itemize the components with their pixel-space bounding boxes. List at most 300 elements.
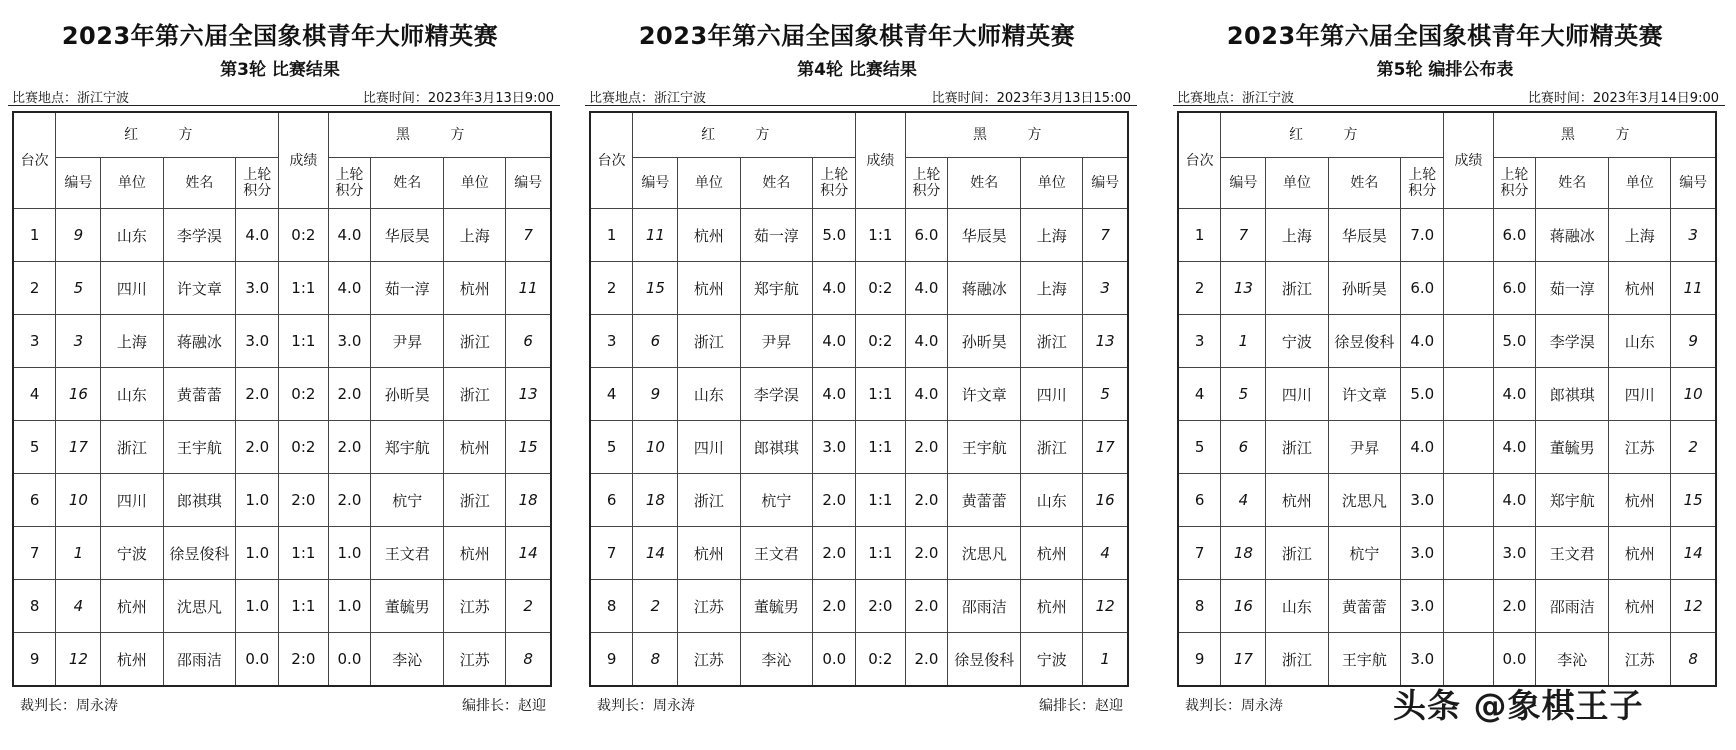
red-player-number: 3 <box>56 315 101 368</box>
red-player-name: 徐昱俊科 <box>163 527 236 580</box>
table-row <box>13 209 551 262</box>
number-column-header: 编号 <box>1083 158 1128 209</box>
red-player-unit: 江苏 <box>678 633 740 687</box>
black-previous-points: 6.0 <box>1493 262 1536 315</box>
black-player-number: 13 <box>506 368 551 421</box>
black-player-unit: 杭州 <box>1609 580 1671 633</box>
black-player-number: 3 <box>1083 262 1128 315</box>
board-number: 4 <box>13 368 56 421</box>
black-player-number: 8 <box>506 633 551 687</box>
table-row <box>590 527 1128 580</box>
unit-column-header: 单位 <box>1266 158 1328 209</box>
board-number: 6 <box>1178 474 1221 527</box>
black-side-header: 黑 方 <box>328 112 551 158</box>
red-player-name: 董毓男 <box>740 580 813 633</box>
black-player-name: 董毓男 <box>371 580 444 633</box>
red-player-name: 黄蕾蕾 <box>1328 580 1401 633</box>
black-player-name: 王文君 <box>371 527 444 580</box>
black-previous-points: 2.0 <box>1493 580 1536 633</box>
unit-column-header: 单位 <box>101 158 163 209</box>
red-player-number: 9 <box>633 368 678 421</box>
number-column-header: 编号 <box>1221 158 1266 209</box>
black-player-name: 杭宁 <box>371 474 444 527</box>
black-player-name: 蒋融冰 <box>1536 209 1609 262</box>
black-previous-points: 2.0 <box>905 527 948 580</box>
black-player-unit: 浙江 <box>444 474 506 527</box>
black-player-unit: 上海 <box>1609 209 1671 262</box>
score-column-header: 成绩 <box>856 112 905 209</box>
unit-column-header: 单位 <box>444 158 506 209</box>
header-divider <box>585 105 1137 106</box>
red-player-number: 16 <box>56 368 101 421</box>
red-player-name: 许文章 <box>163 262 236 315</box>
board-number: 7 <box>1178 527 1221 580</box>
board-number: 3 <box>590 315 633 368</box>
red-player-name: 沈思凡 <box>163 580 236 633</box>
red-player-name: 杭宁 <box>1328 527 1401 580</box>
game-result <box>1444 262 1493 315</box>
game-result <box>1444 527 1493 580</box>
game-result: 1:1 <box>279 315 328 368</box>
match-time-label: 比赛时间：2023年3月13日15:00 <box>931 91 1131 106</box>
board-number: 4 <box>1178 368 1221 421</box>
number-column-header: 编号 <box>56 158 101 209</box>
venue-label: 比赛地点：浙江宁波 <box>12 91 130 106</box>
red-player-unit: 山东 <box>101 209 163 262</box>
red-player-name: 杭宁 <box>740 474 813 527</box>
board-number: 8 <box>13 580 56 633</box>
red-previous-points: 1.0 <box>236 527 279 580</box>
red-player-unit: 杭州 <box>678 209 740 262</box>
board-number: 1 <box>13 209 56 262</box>
previous-points-header: 上轮积分 <box>813 158 856 209</box>
number-column-header: 编号 <box>633 158 678 209</box>
red-player-number: 4 <box>1221 474 1266 527</box>
red-player-number: 12 <box>56 633 101 687</box>
red-player-number: 5 <box>1221 368 1266 421</box>
black-previous-points: 4.0 <box>328 262 371 315</box>
table-row <box>1178 527 1716 580</box>
score-column-header: 成绩 <box>279 112 328 209</box>
game-result: 1:1 <box>856 474 905 527</box>
black-player-name: 孙昕昊 <box>371 368 444 421</box>
table-row <box>590 474 1128 527</box>
red-previous-points: 1.0 <box>236 474 279 527</box>
black-player-name: 孙昕昊 <box>948 315 1021 368</box>
sheet-subtitle: 第4轮 比赛结果 <box>797 60 917 80</box>
red-player-number: 1 <box>1221 315 1266 368</box>
black-previous-points: 2.0 <box>328 368 371 421</box>
red-previous-points: 3.0 <box>813 421 856 474</box>
board-number: 6 <box>13 474 56 527</box>
table-row <box>13 368 551 421</box>
black-previous-points: 0.0 <box>328 633 371 687</box>
red-previous-points: 4.0 <box>813 368 856 421</box>
black-player-unit: 杭州 <box>444 262 506 315</box>
black-player-name: 蒋融冰 <box>948 262 1021 315</box>
table-row <box>1178 421 1716 474</box>
red-player-name: 邵雨洁 <box>163 633 236 687</box>
black-player-number: 17 <box>1083 421 1128 474</box>
red-player-number: 8 <box>633 633 678 687</box>
board-number: 7 <box>590 527 633 580</box>
board-number: 2 <box>13 262 56 315</box>
round4-results-sheet <box>577 0 1137 750</box>
table-row <box>1178 474 1716 527</box>
black-previous-points: 4.0 <box>328 209 371 262</box>
red-player-name: 郎祺琪 <box>163 474 236 527</box>
black-player-name: 许文章 <box>948 368 1021 421</box>
black-player-number: 11 <box>1671 262 1716 315</box>
black-player-name: 王宇航 <box>948 421 1021 474</box>
red-player-unit: 四川 <box>1266 368 1328 421</box>
red-player-number: 5 <box>56 262 101 315</box>
red-player-number: 7 <box>1221 209 1266 262</box>
name-column-header: 姓名 <box>1328 158 1401 209</box>
board-number: 8 <box>590 580 633 633</box>
sheet-title: 2023年第六届全国象棋青年大师精英赛 <box>1226 22 1664 50</box>
board-number: 6 <box>590 474 633 527</box>
black-player-name: 邵雨洁 <box>1536 580 1609 633</box>
header-divider <box>8 105 560 106</box>
black-player-number: 18 <box>506 474 551 527</box>
red-previous-points: 3.0 <box>1401 474 1444 527</box>
pairings-table <box>12 111 552 687</box>
red-player-unit: 浙江 <box>678 315 740 368</box>
red-player-unit: 山东 <box>1266 580 1328 633</box>
board-number: 3 <box>1178 315 1221 368</box>
black-player-number: 7 <box>506 209 551 262</box>
black-player-name: 李沁 <box>1536 633 1609 687</box>
red-player-unit: 杭州 <box>678 262 740 315</box>
black-player-unit: 杭州 <box>1021 580 1083 633</box>
black-previous-points: 2.0 <box>905 580 948 633</box>
chief-referee-label: 裁判长：周永涛 <box>1185 698 1283 714</box>
red-player-number: 18 <box>633 474 678 527</box>
red-player-unit: 浙江 <box>101 421 163 474</box>
black-player-unit: 江苏 <box>1609 421 1671 474</box>
black-player-unit: 山东 <box>1609 315 1671 368</box>
sheet-title: 2023年第六届全国象棋青年大师精英赛 <box>638 22 1076 50</box>
red-player-number: 6 <box>1221 421 1266 474</box>
red-side-header: 红 方 <box>633 112 856 158</box>
black-previous-points: 1.0 <box>328 527 371 580</box>
black-player-name: 尹昇 <box>371 315 444 368</box>
red-previous-points: 7.0 <box>1401 209 1444 262</box>
name-column-header: 姓名 <box>948 158 1021 209</box>
black-player-number: 14 <box>1671 527 1716 580</box>
red-previous-points: 6.0 <box>1401 262 1444 315</box>
black-player-number: 14 <box>506 527 551 580</box>
table-row <box>13 421 551 474</box>
red-previous-points: 2.0 <box>813 527 856 580</box>
red-player-name: 茹一淳 <box>740 209 813 262</box>
red-player-number: 15 <box>633 262 678 315</box>
game-result: 1:1 <box>279 580 328 633</box>
red-player-name: 王文君 <box>740 527 813 580</box>
red-player-name: 蒋融冰 <box>163 315 236 368</box>
black-player-number: 7 <box>1083 209 1128 262</box>
watermark: 头条 @象棋王子 <box>1393 686 1644 725</box>
red-player-name: 孙昕昊 <box>1328 262 1401 315</box>
black-previous-points: 4.0 <box>905 262 948 315</box>
board-number: 5 <box>1178 421 1221 474</box>
red-player-number: 4 <box>56 580 101 633</box>
game-result: 0:2 <box>279 368 328 421</box>
game-result: 0:2 <box>279 209 328 262</box>
game-result <box>1444 209 1493 262</box>
red-player-name: 王宇航 <box>163 421 236 474</box>
game-result <box>1444 580 1493 633</box>
black-previous-points: 6.0 <box>905 209 948 262</box>
black-player-number: 8 <box>1671 633 1716 687</box>
black-player-name: 王文君 <box>1536 527 1609 580</box>
red-player-unit: 山东 <box>678 368 740 421</box>
black-player-number: 4 <box>1083 527 1128 580</box>
black-previous-points: 4.0 <box>905 368 948 421</box>
red-player-number: 2 <box>633 580 678 633</box>
table-row <box>590 315 1128 368</box>
black-player-name: 李沁 <box>371 633 444 687</box>
table-row <box>1178 633 1716 687</box>
game-result: 1:1 <box>279 527 328 580</box>
game-result: 2:0 <box>279 474 328 527</box>
previous-points-header: 上轮积分 <box>905 158 948 209</box>
black-player-unit: 宁波 <box>1021 633 1083 687</box>
black-player-unit: 四川 <box>1021 368 1083 421</box>
black-player-unit: 杭州 <box>444 527 506 580</box>
black-previous-points: 2.0 <box>905 474 948 527</box>
match-time-label: 比赛时间：2023年3月14日9:00 <box>1527 91 1719 106</box>
black-side-header: 黑 方 <box>905 112 1128 158</box>
black-previous-points: 4.0 <box>1493 474 1536 527</box>
red-previous-points: 4.0 <box>236 209 279 262</box>
black-player-name: 黄蕾蕾 <box>948 474 1021 527</box>
red-previous-points: 4.0 <box>813 262 856 315</box>
red-player-name: 许文章 <box>1328 368 1401 421</box>
black-player-name: 邵雨洁 <box>948 580 1021 633</box>
black-previous-points: 2.0 <box>905 633 948 687</box>
game-result: 0:2 <box>856 315 905 368</box>
black-previous-points: 2.0 <box>328 421 371 474</box>
match-time-label: 比赛时间：2023年3月13日9:00 <box>362 91 554 106</box>
black-player-unit: 山东 <box>1021 474 1083 527</box>
table-row <box>13 580 551 633</box>
black-previous-points: 1.0 <box>328 580 371 633</box>
red-previous-points: 0.0 <box>236 633 279 687</box>
red-player-unit: 宁波 <box>1266 315 1328 368</box>
number-column-header: 编号 <box>506 158 551 209</box>
sheet-subtitle: 第5轮 编排公布表 <box>1376 60 1514 80</box>
black-previous-points: 3.0 <box>1493 527 1536 580</box>
table-row <box>590 262 1128 315</box>
board-number: 2 <box>590 262 633 315</box>
red-player-name: 尹昇 <box>1328 421 1401 474</box>
sheet-title: 2023年第六届全国象棋青年大师精英赛 <box>61 22 499 50</box>
black-player-number: 12 <box>1083 580 1128 633</box>
table-row <box>590 368 1128 421</box>
red-player-name: 郎祺琪 <box>740 421 813 474</box>
red-player-number: 18 <box>1221 527 1266 580</box>
red-player-unit: 四川 <box>678 421 740 474</box>
red-player-number: 17 <box>1221 633 1266 687</box>
table-row <box>13 315 551 368</box>
chief-referee-label: 裁判长：周永涛 <box>20 698 118 714</box>
black-player-unit: 四川 <box>1609 368 1671 421</box>
game-result: 2:0 <box>279 633 328 687</box>
name-column-header: 姓名 <box>1536 158 1609 209</box>
red-previous-points: 0.0 <box>813 633 856 687</box>
black-previous-points: 2.0 <box>905 421 948 474</box>
red-player-number: 17 <box>56 421 101 474</box>
red-previous-points: 3.0 <box>236 315 279 368</box>
red-player-name: 李学淏 <box>163 209 236 262</box>
table-row <box>1178 209 1716 262</box>
black-previous-points: 4.0 <box>1493 368 1536 421</box>
table-row <box>1178 368 1716 421</box>
black-previous-points: 5.0 <box>1493 315 1536 368</box>
black-player-name: 华辰昊 <box>371 209 444 262</box>
chief-arranger-label: 编排长：赵迎 <box>462 698 546 714</box>
red-player-number: 10 <box>633 421 678 474</box>
board-number: 4 <box>590 368 633 421</box>
red-previous-points: 3.0 <box>1401 527 1444 580</box>
red-player-number: 13 <box>1221 262 1266 315</box>
black-player-name: 华辰昊 <box>948 209 1021 262</box>
black-player-name: 李学淏 <box>1536 315 1609 368</box>
board-number: 1 <box>1178 209 1221 262</box>
chief-arranger-label: 编排长：赵迎 <box>1039 698 1123 714</box>
game-result: 1:1 <box>856 209 905 262</box>
black-player-unit: 江苏 <box>444 633 506 687</box>
unit-column-header: 单位 <box>1021 158 1083 209</box>
red-player-number: 6 <box>633 315 678 368</box>
black-previous-points: 0.0 <box>1493 633 1536 687</box>
red-previous-points: 5.0 <box>813 209 856 262</box>
board-number: 3 <box>13 315 56 368</box>
black-player-number: 5 <box>1083 368 1128 421</box>
black-player-number: 3 <box>1671 209 1716 262</box>
red-previous-points: 2.0 <box>236 368 279 421</box>
red-player-number: 11 <box>633 209 678 262</box>
black-player-unit: 浙江 <box>444 315 506 368</box>
previous-points-header: 上轮积分 <box>328 158 371 209</box>
round-column-header: 台次 <box>13 112 56 209</box>
game-result <box>1444 474 1493 527</box>
black-player-unit: 上海 <box>1021 262 1083 315</box>
game-result: 1:1 <box>856 527 905 580</box>
black-previous-points: 3.0 <box>328 315 371 368</box>
game-result: 0:2 <box>856 262 905 315</box>
red-player-unit: 杭州 <box>678 527 740 580</box>
black-player-number: 15 <box>1671 474 1716 527</box>
red-player-number: 1 <box>56 527 101 580</box>
black-player-name: 郎祺琪 <box>1536 368 1609 421</box>
black-player-unit: 上海 <box>1021 209 1083 262</box>
red-previous-points: 5.0 <box>1401 368 1444 421</box>
pairings-table <box>1177 111 1717 687</box>
red-previous-points: 4.0 <box>1401 421 1444 474</box>
black-player-unit: 浙江 <box>1021 421 1083 474</box>
unit-column-header: 单位 <box>678 158 740 209</box>
number-column-header: 编号 <box>1671 158 1716 209</box>
sheet-subtitle: 第3轮 比赛结果 <box>220 60 340 80</box>
unit-column-header: 单位 <box>1609 158 1671 209</box>
red-previous-points: 2.0 <box>813 474 856 527</box>
black-player-unit: 浙江 <box>1021 315 1083 368</box>
red-previous-points: 4.0 <box>1401 315 1444 368</box>
red-player-unit: 上海 <box>101 315 163 368</box>
venue-label: 比赛地点：浙江宁波 <box>1177 91 1295 106</box>
table-row <box>590 580 1128 633</box>
name-column-header: 姓名 <box>371 158 444 209</box>
black-player-unit: 杭州 <box>1609 527 1671 580</box>
red-player-number: 10 <box>56 474 101 527</box>
previous-points-header: 上轮积分 <box>1493 158 1536 209</box>
black-player-name: 郑宇航 <box>371 421 444 474</box>
red-player-unit: 杭州 <box>1266 474 1328 527</box>
round-column-header: 台次 <box>590 112 633 209</box>
black-player-unit: 江苏 <box>1609 633 1671 687</box>
black-player-name: 董毓男 <box>1536 421 1609 474</box>
red-player-unit: 浙江 <box>1266 262 1328 315</box>
table-row <box>13 262 551 315</box>
game-result <box>1444 421 1493 474</box>
black-previous-points: 4.0 <box>905 315 948 368</box>
game-result <box>1444 315 1493 368</box>
name-column-header: 姓名 <box>163 158 236 209</box>
table-row <box>590 633 1128 687</box>
round3-results-sheet <box>0 0 560 750</box>
red-player-name: 徐昱俊科 <box>1328 315 1401 368</box>
black-player-number: 12 <box>1671 580 1716 633</box>
game-result <box>1444 633 1493 687</box>
red-player-unit: 浙江 <box>1266 527 1328 580</box>
previous-points-header: 上轮积分 <box>236 158 279 209</box>
red-player-name: 沈思凡 <box>1328 474 1401 527</box>
black-player-number: 2 <box>506 580 551 633</box>
red-previous-points: 3.0 <box>236 262 279 315</box>
red-player-number: 14 <box>633 527 678 580</box>
black-player-number: 15 <box>506 421 551 474</box>
black-player-unit: 杭州 <box>1609 262 1671 315</box>
board-number: 9 <box>1178 633 1221 687</box>
red-player-unit: 浙江 <box>678 474 740 527</box>
black-player-number: 2 <box>1671 421 1716 474</box>
black-player-unit: 杭州 <box>1021 527 1083 580</box>
red-side-header: 红 方 <box>1221 112 1444 158</box>
board-number: 5 <box>13 421 56 474</box>
red-player-name: 王宇航 <box>1328 633 1401 687</box>
black-player-unit: 江苏 <box>444 580 506 633</box>
round5-pairings-sheet <box>1165 0 1725 750</box>
red-player-unit: 宁波 <box>101 527 163 580</box>
black-player-number: 6 <box>506 315 551 368</box>
black-player-unit: 杭州 <box>444 421 506 474</box>
table-row <box>1178 315 1716 368</box>
round-column-header: 台次 <box>1178 112 1221 209</box>
black-player-number: 11 <box>506 262 551 315</box>
red-player-unit: 杭州 <box>101 633 163 687</box>
red-previous-points: 3.0 <box>1401 580 1444 633</box>
red-previous-points: 2.0 <box>813 580 856 633</box>
black-player-name: 沈思凡 <box>948 527 1021 580</box>
game-result: 0:2 <box>279 421 328 474</box>
red-player-name: 尹昇 <box>740 315 813 368</box>
board-number: 1 <box>590 209 633 262</box>
black-player-name: 徐昱俊科 <box>948 633 1021 687</box>
score-column-header: 成绩 <box>1444 112 1493 209</box>
